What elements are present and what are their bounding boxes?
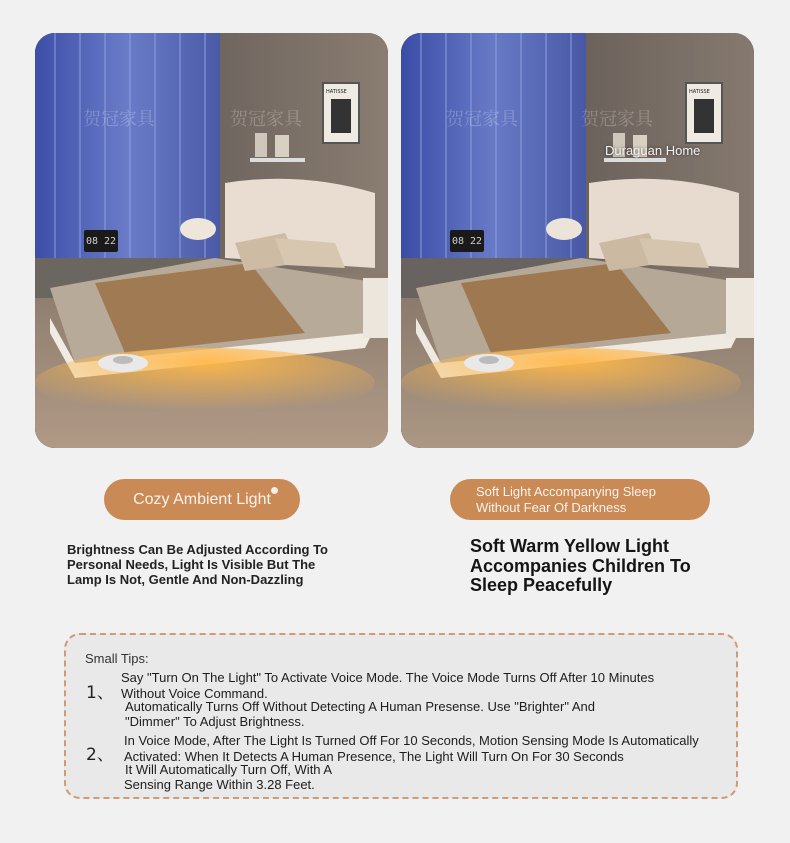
tip-1-line-2: Without Voice Command.	[121, 686, 268, 701]
tips-title: Small Tips:	[85, 651, 149, 666]
badge-line: Without Fear Of Darkness	[476, 499, 627, 515]
headline-line: Accompanies Children To	[470, 555, 691, 576]
sparkle-icon	[271, 487, 278, 494]
tip-2-line-1: In Voice Mode, After The Light Is Turned Off For 10 Seconds, Motion Sensing Mode Is Automatically	[124, 733, 699, 748]
tip-2-line-3: It Will Automatically Turn Off, With A	[125, 762, 333, 777]
soft-light-badge	[450, 479, 710, 520]
description-line: Brightness Can Be Adjusted According To	[67, 542, 328, 557]
tip-number-2: 2、	[86, 745, 114, 765]
digital-clock-right	[450, 230, 484, 252]
tip-2-line-4: Sensing Range Within 3.28 Feet.	[124, 777, 315, 792]
headline-line: Sleep Peacefully	[470, 575, 613, 595]
clock-time-right: 08 22	[451, 235, 483, 247]
poster-text-left: HATISSE	[326, 89, 347, 95]
badge-line: Soft Light Accompanying Sleep	[476, 483, 656, 499]
tip-1-line-3: Automatically Turns Off Without Detecting A Human Presense. Use "Brighter" And	[125, 699, 595, 714]
feature-headline-right	[470, 537, 770, 596]
tip-number-1: 1、	[86, 683, 114, 703]
description-line: Lamp Is Not, Gentle And Non-Dazzling	[67, 572, 304, 587]
brand-caption: Duraguan Home	[605, 143, 701, 158]
digital-clock-left	[84, 230, 118, 252]
clock-time-left: 08 22	[85, 235, 117, 247]
watermark-mid-left: 贺冠家具	[230, 109, 302, 130]
tip-1-line-1: Say "Turn On The Light" To Activate Voice Mode. The Voice Mode Turns Off After 10 Minutes	[121, 670, 655, 685]
watermark-top-right: 贺冠家具	[446, 109, 518, 130]
description-line: Personal Needs, Light Is Visible But The	[67, 557, 316, 572]
badge-label-left: Cozy Ambient Light	[133, 490, 271, 508]
headline-line: Soft Warm Yellow Light	[470, 536, 670, 556]
tip-2-line-2: Activated: When It Detects A Human Presence, The Light Will Turn On For 30 Seconds	[124, 749, 624, 764]
tip-1-line-4: "Dimmer" To Adjust Brightness.	[125, 714, 305, 729]
feature-description-left	[67, 542, 347, 587]
poster-text-right: HATISSE	[689, 89, 710, 95]
watermark-mid-right: 贺冠家具	[581, 109, 653, 130]
watermark-top-left: 贺冠家具	[83, 109, 155, 130]
cozy-ambient-light-badge	[104, 479, 300, 520]
